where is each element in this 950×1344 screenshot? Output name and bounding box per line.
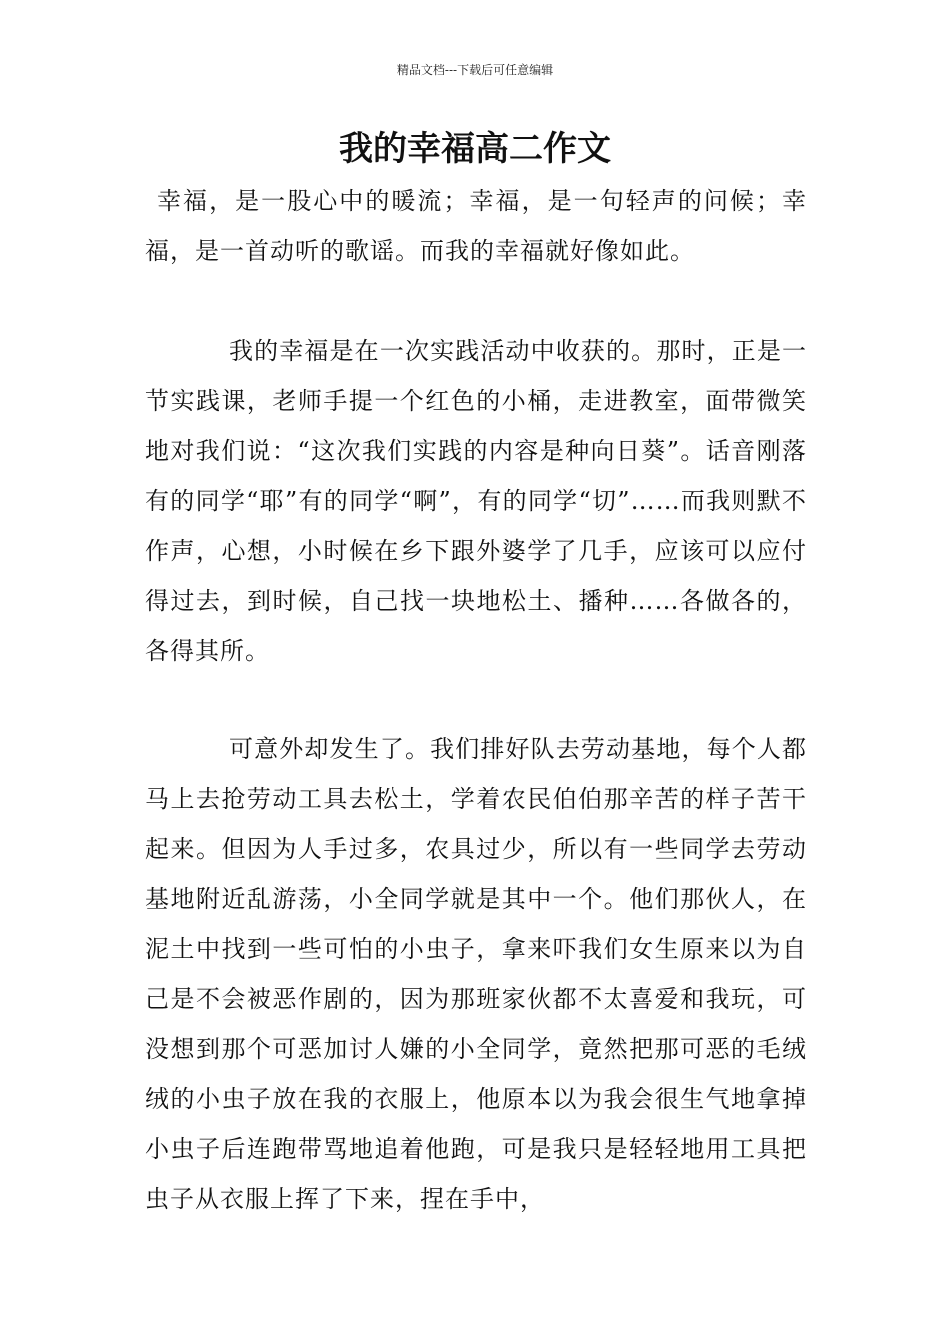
paragraph-practice-class: 我的幸福是在一次实践活动中收获的。那时，正是一节实践课，老师手提一个红色的小桶，走进教室，面带微笑地对我们说：“这次我们实践的内容是种向日葵”。话音刚落有的同学“耶”有的同学“啊”，有的同学“切”……而我则默不作声，心想，小时候在乡下跟外婆学了几手，应该可以应付得过去，到时候，自己找一块地松土、播种……各做各的，各得其所。: [145, 337, 807, 665]
paragraph-accident: 可意外却发生了。我们排好队去劳动基地，每个人都马上去抢劳动工具去松土，学着农民伯伯那辛苦的样子苦干起来。但因为人手过多，农具过少，所以有一些同学去劳动基地附近乱游荡，小全同学就是其中一个。他们那伙人，在泥土中找到一些可怕的小虫子，拿来吓我们女生原来以为自己是不会被恶作剧的，因为那班家伙都不太喜爱和我玩，可没想到那个可恶加讨人嫌的小全同学，竟然把那可恶的毛绒绒的小虫子放在我的衣服上，他原本以为我会很生气地拿掉小虫子后连跑带骂地追着他跑，可是我只是轻轻地用工具把虫子从衣服上挥了下来，捏在手中，: [145, 735, 807, 1213]
header-note: 精品文档---下载后可任意编辑: [396, 63, 554, 77]
document-title: 我的幸福高二作文: [339, 129, 611, 169]
paragraph-intro: 幸福，是一股心中的暖流；幸福，是一句轻声的问候；幸福，是一首动听的歌谣。而我的幸福就好像如此。: [145, 187, 807, 265]
